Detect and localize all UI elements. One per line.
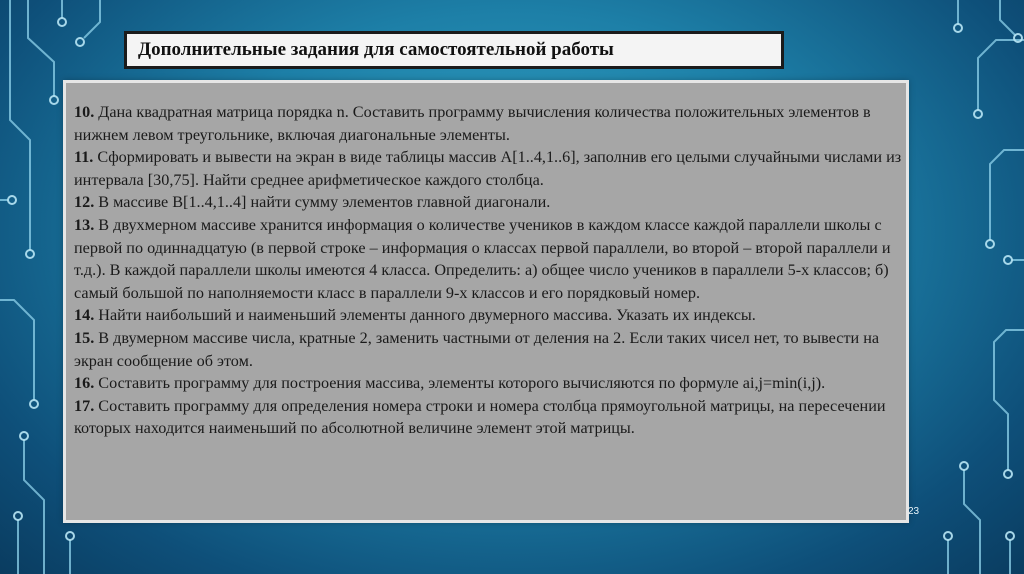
task-item	[74, 329, 879, 370]
task-item	[74, 306, 756, 324]
task-number: 10.	[74, 103, 95, 121]
task-list	[74, 101, 906, 440]
task-number: 13.	[74, 215, 95, 234]
task-text: В двухмерном массиве хранится информация о количестве учеников в каждом классе каждой параллели школы с первой по одиннадцатую (в первой строке – информация о классах первой параллели, во второй – второй параллели и т.д.). В каждой параллели школы имеются 4 класса. Определить: а) общее число учеников в параллели 5-х классов; б) самый большой по наполняемости класс в параллели 9-х классов и его порядковый номер.	[74, 215, 891, 302]
task-text: Найти наибольший и наименьший элементы данного двумерного массива. Указать их индексы.	[94, 306, 756, 325]
task-number: 17.	[74, 396, 95, 415]
page-number: 23	[908, 506, 920, 517]
task-text: Сформировать и вывести на экран в виде таблицы массив A[1..4,1..6], заполнив его целыми случайными числами из интервала [30,75]. Найти среднее арифметическое каждого столбца.	[74, 148, 902, 189]
task-item	[74, 374, 825, 392]
task-item	[74, 193, 550, 211]
task-number: 11.	[74, 148, 94, 167]
task-text: В двумерном массиве числа, кратные 2, заменить частными от деления на 2. Если таких чисел нет, то вывести на экран сообщение об этом.	[74, 328, 880, 370]
task-item	[74, 397, 886, 438]
task-number: 14.	[74, 306, 95, 325]
task-item	[74, 216, 891, 302]
task-number: 16.	[74, 374, 95, 393]
slide-title-box	[124, 31, 784, 69]
task-number: 12.	[74, 193, 95, 212]
content-box	[63, 80, 909, 523]
task-text: Дана квадратная матрица порядка n. Составить программу вычисления количества положительных элементов в нижнем левом треугольнике, включая диагональные элементы.	[74, 103, 871, 144]
slide-title: Дополнительные задания для самостоятельной работы	[138, 39, 614, 60]
task-number: 15.	[74, 328, 95, 347]
task-text: Составить программу для определения номера строки и номера столбца прямоугольной матрицы, на пересечении которых находится наименьший по абсолютной величине элемент этой матрицы.	[74, 396, 886, 438]
task-text: Составить программу для построения массива, элементы которого вычисляются по формуле ai,j=min(i,j).	[94, 374, 826, 393]
task-text: В массиве B[1..4,1..4] найти сумму элементов главной диагонали.	[94, 193, 551, 212]
task-item	[74, 103, 871, 144]
task-item	[74, 148, 901, 189]
